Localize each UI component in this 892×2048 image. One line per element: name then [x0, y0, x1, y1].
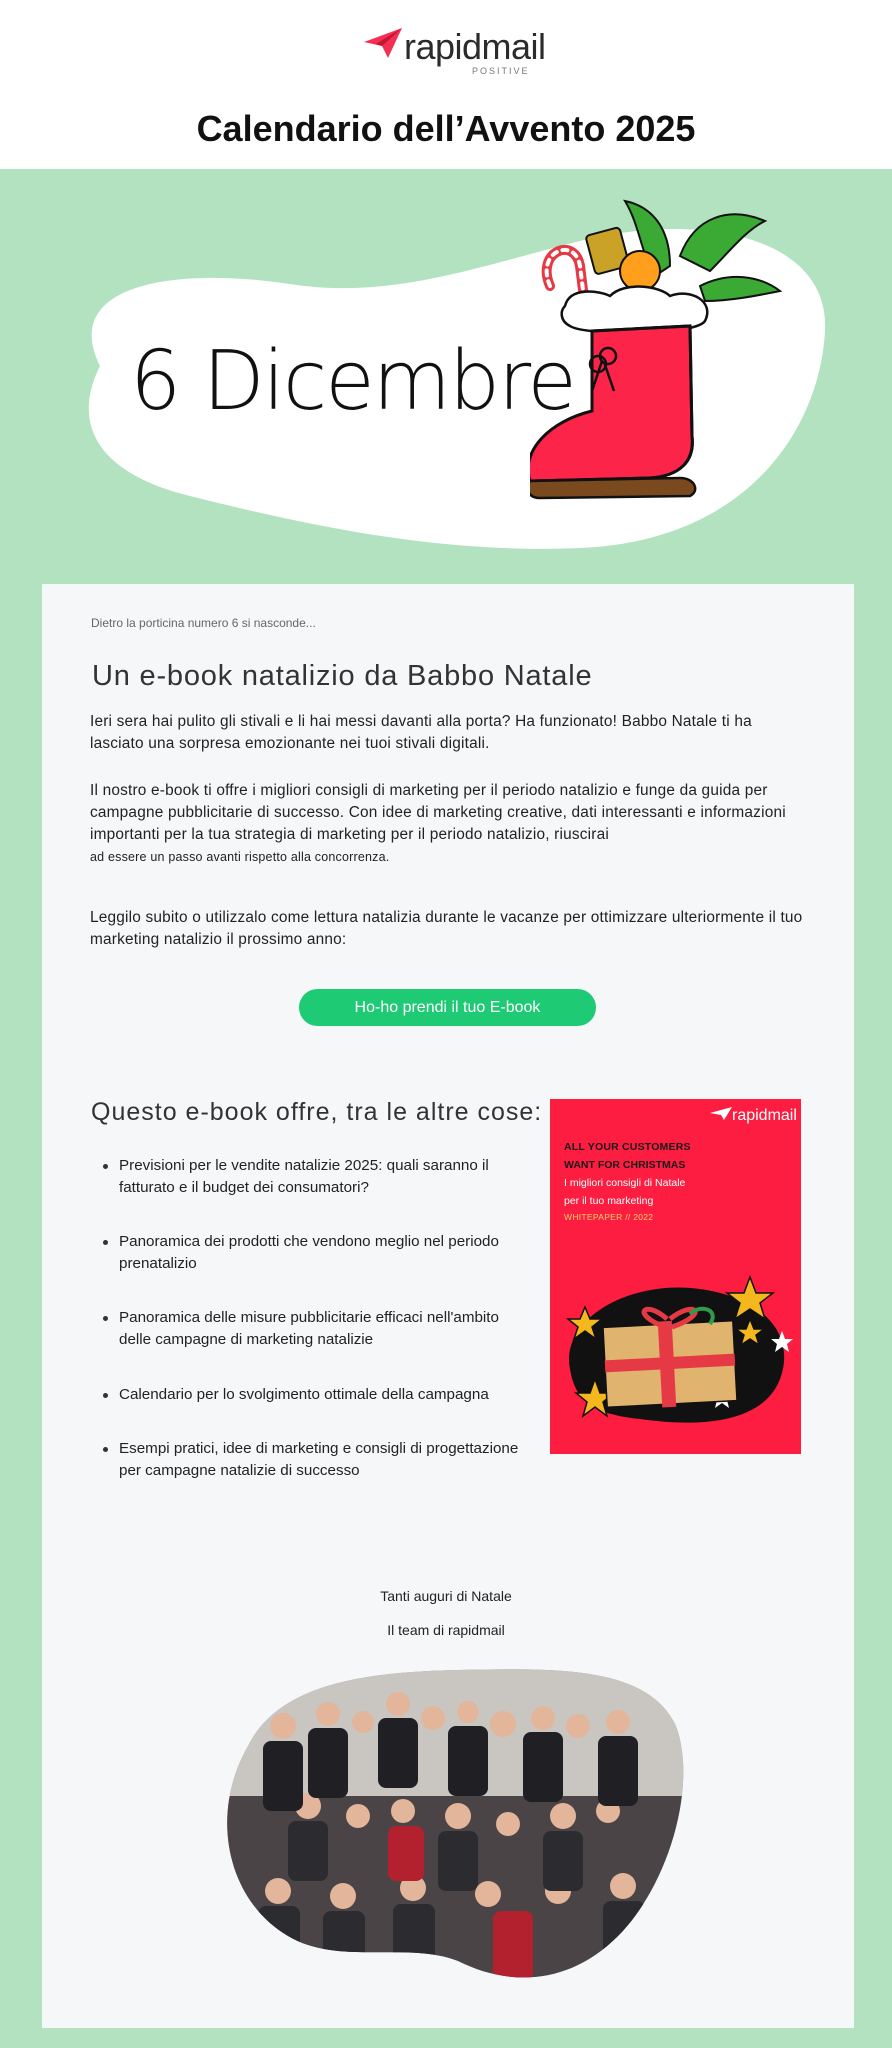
ebook-edition: WHITEPAPER // 2022 [564, 1212, 654, 1222]
ebook-subtitle-line1: I migliori consigli di Natale [564, 1177, 686, 1189]
christmas-boot-icon [530, 196, 790, 506]
offers-heading: Questo e-book offre, tra le altre cose: [91, 1098, 543, 1126]
paper-plane-icon [710, 1107, 732, 1120]
list-item: Previsioni per le vendite natalizie 2025: quali saranno il fatturato e il budget dei consumatori? [100, 1155, 530, 1199]
closing-signature: Il team di rapidmail [387, 1622, 505, 1638]
gift-stars-illustration [550, 1269, 801, 1454]
email-header [0, 0, 892, 169]
list-item: Calendario per lo svolgimento ottimale della campagna [100, 1384, 530, 1406]
description-tail: ad essere un passo avanti rispetto alla concorrenza. [90, 850, 390, 864]
ebook-subtitle-line2: per il tuo marketing [564, 1195, 654, 1207]
page-title: Calendario dell’Avvento 2025 [196, 108, 696, 149]
hero-banner [60, 196, 840, 556]
ebook-logo [710, 1107, 797, 1125]
list-item: Panoramica delle misure pubblicitarie efficaci nell'ambito delle campagne di marketing natalizie [100, 1307, 530, 1351]
read-now-paragraph: Leggilo subito o utilizzalo come lettura natalizia durante le vacanze per ottimizzare ulteriormente il tuo marketing natalizio il prossimo anno: [90, 909, 803, 948]
logo-text: rapidmail [404, 26, 546, 67]
ebook-logo-text: rapidmail [732, 1107, 797, 1124]
intro-paragraph: Ieri sera hai pulito gli stivali e li hai messi davanti alla porta? Ha funzionato! Babbo Natale ti ha lasciato una sorpresa emozionante nei tuoi stivali digitali. [90, 713, 752, 752]
section-heading: Un e-book natalizio da Babbo Natale [92, 660, 593, 692]
ebook-cover[interactable] [550, 1099, 801, 1454]
description-paragraph [90, 780, 810, 868]
offers-list [100, 1155, 530, 1514]
list-item: Panoramica dei prodotti che vendono meglio nel periodo prenatalizio [100, 1231, 530, 1275]
list-item: Esempi pratici, idee di marketing e consigli di progettazione per campagne natalizie di successo [100, 1438, 530, 1482]
hero-date: 6 Dicembre [130, 334, 575, 429]
ebook-title-line1: ALL YOUR CUSTOMERS [564, 1141, 691, 1153]
description-main: Il nostro e-book ti offre i migliori consigli di marketing per il periodo natalizio e funge da guida per campagne pubblicitarie di successo. Con idee di marketing creative, dati interessanti e informazioni importanti per la tua strategia di marketing per il periodo natalizio, riuscirai [90, 782, 786, 843]
kicker-text: Dietro la porticina numero 6 si nasconde... [91, 616, 316, 630]
logo-tagline: POSITIVE [472, 66, 530, 76]
team-photo [208, 1666, 688, 1996]
get-ebook-button[interactable]: Ho-ho prendi il tuo E-book [299, 989, 596, 1026]
paper-plane-icon [362, 26, 404, 60]
closing-greeting: Tanti auguri di Natale [380, 1588, 512, 1604]
rapidmail-logo[interactable] [362, 26, 546, 76]
ebook-title-line2: WANT FOR CHRISTMAS [564, 1159, 686, 1171]
